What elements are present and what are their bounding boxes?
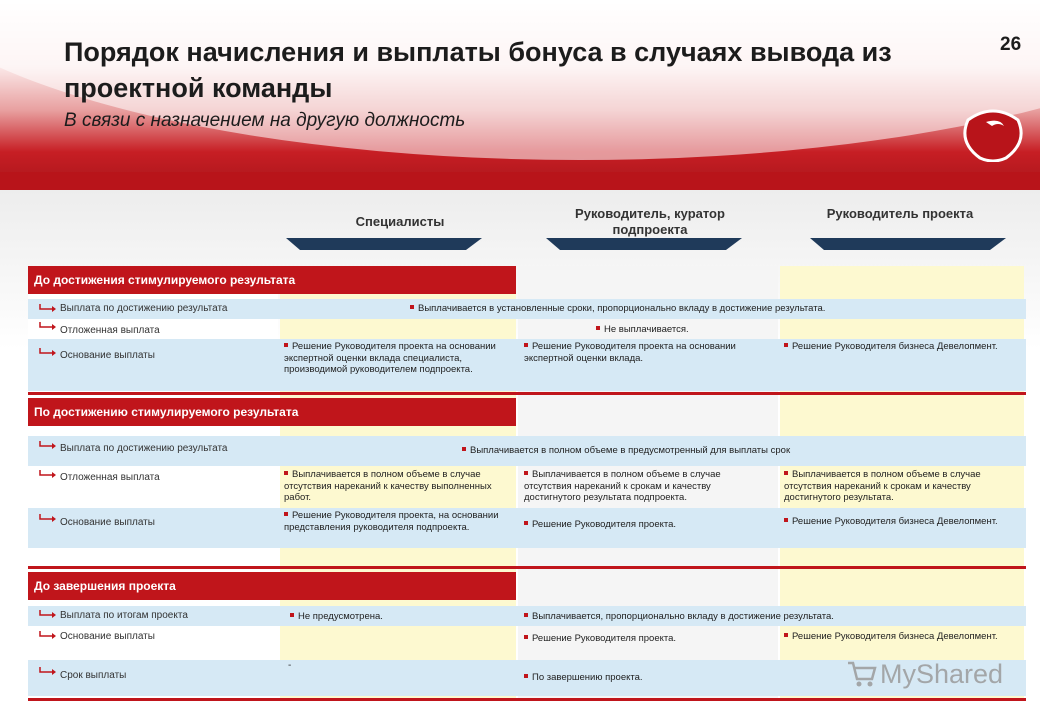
watermark-text: MyShared	[880, 659, 1004, 689]
s2-row3-col2-text: Решение Руководителя проекта.	[532, 519, 677, 530]
s2-row3-col2	[524, 519, 758, 531]
s3-bottom-rule	[28, 698, 1026, 701]
s1-row3-col3-text: Решение Руководителя бизнеса Девелопмент.	[792, 341, 998, 352]
s1-row1-label: Выплата по достижению результата	[60, 303, 228, 314]
s3-row2-label: Основание выплаты	[60, 631, 155, 642]
s1-row1-text: Выплачивается в установленные сроки, пропорционально вкладу в достижение результата.	[418, 303, 826, 314]
logo-mark-icon	[962, 108, 1024, 162]
s3-row3-col23	[524, 672, 824, 684]
s2-row3-arrow-icon	[38, 514, 56, 524]
s1-row2-value	[596, 324, 796, 336]
s2-row2-col2	[524, 469, 770, 504]
s1-row3-col2-text: Решение Руководителя проекта на основании экспертной оценки вклада.	[524, 341, 736, 364]
s3-row2-col3	[784, 631, 1014, 643]
s2-row1-arrow-icon	[38, 441, 56, 451]
s1-row3-col1-text: Решение Руководителя проекта на основании экспертной оценки вклада специалиста, производимой руководителем подпроекта.	[284, 341, 496, 375]
s1-row3-col2	[524, 341, 758, 364]
column-arrow-1	[286, 238, 482, 250]
s2-row1-text: Выплачивается в полном объеме в предусмотренный для выплаты срок	[470, 445, 791, 456]
s3-row2-arrow-icon	[38, 631, 56, 641]
header-bottom-bar	[0, 172, 1040, 190]
s2-row3-col3-text: Решение Руководителя бизнеса Девелопмент.	[792, 516, 998, 527]
s2-row2-col1-text: Выплачивается в полном объеме в случае отсутствия нареканий к качеству выполненных работ.	[284, 469, 492, 503]
s1-row3-col1	[284, 341, 512, 376]
s1-row3-col3	[784, 341, 1014, 353]
s1-row1-arrow-icon	[38, 304, 56, 314]
page-title: Порядок начисления и выплаты бонуса в случаях вывода из проектной команды	[64, 37, 892, 103]
s2-row3-col1-text: Решение Руководителя проекта, на основании представления руководителя подпроекта.	[284, 510, 499, 533]
column-arrow-3	[810, 238, 1006, 250]
section-header-before-result: До достижения стимулируемого результата	[28, 266, 516, 294]
s3-row1-col23	[524, 611, 1004, 623]
s1-row3-label: Основание выплаты	[60, 350, 155, 361]
s2-bottom-rule	[28, 566, 1026, 569]
watermark	[846, 659, 1003, 690]
column-header-specialists: Специалисты	[355, 214, 445, 229]
s3-row2-col2	[524, 633, 758, 645]
s3-row3-label: Срок выплаты	[60, 670, 127, 681]
s2-row2-arrow-icon	[38, 470, 56, 480]
s2-row2-col3	[784, 469, 1020, 504]
s3-row1-col1	[290, 611, 510, 623]
s3-row1-arrow-icon	[38, 610, 56, 620]
s2-row3-label: Основание выплаты	[60, 517, 155, 528]
s1-bottom-rule	[28, 392, 1026, 395]
s3-row1-col1-text: Не предусмотрена.	[298, 611, 383, 622]
section-header-on-result: По достижению стимулируемого результата	[28, 398, 516, 426]
s2-row2-col2-text: Выплачивается в полном объеме в случае отсутствия нареканий к срокам и качеству достигнутого результата подпроекта.	[524, 469, 721, 503]
s1-row2-arrow-icon	[38, 322, 56, 332]
s3-row1-label: Выплата по итогам проекта	[60, 610, 188, 621]
column-header-project-lead: Руководитель проекта	[826, 206, 974, 221]
s1-row2-text: Не выплачивается.	[604, 324, 689, 335]
s3-row2-col3-text: Решение Руководителя бизнеса Девелопмент.	[792, 631, 998, 642]
s2-row3-col3	[784, 516, 1014, 528]
section-header-before-completion: До завершения проекта	[28, 572, 516, 600]
s1-row3-arrow-icon	[38, 348, 56, 358]
page-number: 26	[1000, 34, 1022, 55]
s3-row2-col2-text: Решение Руководителя проекта.	[532, 633, 677, 644]
cart-icon	[846, 659, 878, 689]
s3-row3-col1: -	[288, 660, 292, 671]
s2-row3-col1	[284, 510, 512, 533]
s2-row1-value	[462, 445, 1002, 457]
s1-row1-value	[410, 303, 1010, 315]
column-arrow-2	[546, 238, 742, 250]
page-subtitle: В связи с назначением на другую должность	[64, 110, 466, 131]
s2-row2-col1	[284, 469, 512, 504]
s2-row2-col3-text: Выплачивается в полном объеме в случае отсутствия нареканий к срокам и качеству достигнутого результата.	[784, 469, 981, 503]
column-header-subproject-lead: Руководитель, куратор подпроекта	[575, 206, 725, 237]
s2-row2-label: Отложенная выплата	[60, 472, 160, 483]
s3-row1-col23-text: Выплачивается, пропорционально вкладу в достижение результата.	[532, 611, 834, 622]
s3-row3-col23-text: По завершению проекта.	[532, 672, 643, 683]
s1-row2-label: Отложенная выплата	[60, 325, 160, 336]
s2-row1-label: Выплата по достижению результата	[60, 443, 228, 454]
s3-row3-arrow-icon	[38, 667, 56, 677]
